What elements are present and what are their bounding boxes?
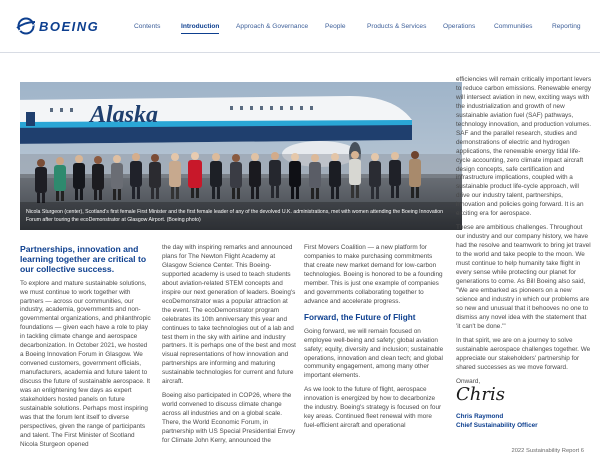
column-3 <box>304 244 444 436</box>
column-4 <box>456 76 592 431</box>
top-navigation <box>0 23 600 35</box>
column-1 <box>20 244 152 455</box>
column-2-paragraph-1: the day with inspiring remarks and announced plans for The Newton Flight Academy at Glasgow Science Center. This Boeing-supported academy is used to teach students about aviation-related STEM concepts and inspire our next generation of leaders. Boeing's ecoDemonstrator was a popular attraction at the event. The ecoDemonstrator program celebrates its 10th anniversary this year and continues to take technologies out of a lab and test them in the sky with airline and industry partners. It is perhaps one of the best and most visual representations of how innovation and partnerships are informing and maturing sustainable technologies for current and future aircraft. <box>162 244 296 386</box>
nav-introduction[interactable] <box>181 23 219 30</box>
photo-illustration <box>20 82 462 230</box>
signatory-title: Chief Sustainability Officer <box>456 422 538 430</box>
nav-introduction-label: Introduction <box>181 23 220 30</box>
nav-approach-governance[interactable]: Approach & Governance <box>236 23 309 30</box>
closing-text: Onward, <box>456 377 481 385</box>
column-4-paragraph-1: efficiencies will remain critically important levers to reduce carbon emissions. Renewable energy will intersect aviation in new, exciting ways with the industrialization and growth of new sustainable aviation fuel (SAF) pathways, technology innovation, and production volumes. SAF and the parallel research, studies and demonstrations of electric and hydrogen applications, the renewable energy tidal life-cycle accounting, zero climate impact aircraft design concepts, safe certification and infrastructure implications, coupled with a sustainable product life-cycle approach, will drive our industry talent, partnerships, innovation and policies going forward. It is an exciting era for aerospace. <box>456 76 592 218</box>
airline-livery-text: Alaska <box>90 102 159 128</box>
signatory-name: Chris Raymond <box>456 413 504 421</box>
nav-products-services[interactable]: Products & Services <box>367 23 427 30</box>
column-3-paragraph-3: As we look to the future of flight, aerospace innovation is energized by how to decarbonize the industry. Boeing's strategy is focused on four key areas. Continued fleet renewal with more fuel-efficient aircraft and operational <box>304 386 442 430</box>
column-3-paragraph-1: First Movers Coalition — a new platform for companies to make purchasing commitments that create new market demand for low-carbon technologies. Boeing is honored to be a founding member. This is just one example of companies and governments collaborating together to advance and accelerate progress. <box>304 244 443 305</box>
section-heading-future-of-flight: Forward, the Future of Flight <box>304 312 416 322</box>
column-4-paragraph-3: In that spirit, we are on a journey to solve sustainable aerospace challenges together. We appreciate our stakeholders' partnership for shared successes as we move forward. <box>456 336 591 371</box>
group-photo <box>20 82 462 230</box>
column-2 <box>162 244 296 451</box>
column-1-body: To explore and mature sustainable solutions, we must continue to work together with partners — across our communities, our industry, academia, governments and non-governmental organizations, and philanthropic foundations — given each have a role to play in tackling climate change and aerospace decarbonization. In October 2021, we hosted a Boeing Innovation Forum in Glasgow. We convened customers, government officials, manufacturers, academia and future talent to discuss the future of sustainable aerospace. It was an enlightening few days as expert stakeholders hosted panels on future sustainable solutions. Perhaps most inspiring was that the forum lent itself to diverse perspectives, given the range of participants and talent. The First Minister of Scotland Nicola Sturgeon opened <box>20 279 151 448</box>
photo-caption: Nicola Sturgeon (center), Scotland's first female First Minister and the first female leader of any of the devolved U.K. administrations, met with women attending the Boeing Innovation Forum after touring the ecoDemonstrator at Glasgow Airport. (Boeing photo) <box>26 209 444 223</box>
column-2-paragraph-2: Boeing also participated in COP26, where the world convened to discuss climate change across all industries and on a global scale. There, the World Economic Forum, in partnership with US Special Presidential Envoy for Climate John Kerry, announced the <box>162 392 296 445</box>
logo-wordmark: BOEING <box>39 18 100 34</box>
column-4-paragraph-2: These are ambitious challenges. Throughout our industry and our company history, we have had the resolve and teamwork to bring jet travel to the world and take people to the moon. We must continue to help humanity take flight in every sense while protecting our planet for generations to come. As Bill Boeing also said, "We are embarked as pioneers on a new science and industry in which our problems are so new and unusual that it behooves no one to dismiss any novel idea with the statement that 'it can't be done.'" <box>456 224 591 330</box>
nav-reporting[interactable]: Reporting <box>552 23 581 30</box>
active-tab-underline <box>181 33 219 34</box>
page-header <box>0 0 600 52</box>
nav-contents[interactable]: Contents <box>134 23 161 30</box>
nav-communities[interactable]: Communities <box>494 23 533 30</box>
nav-people[interactable]: People <box>325 23 346 30</box>
header-divider <box>0 52 600 53</box>
nav-operations[interactable]: Operations <box>443 23 476 30</box>
handwritten-signature: Chris <box>456 384 505 406</box>
column-3-paragraph-2: Going forward, we will remain focused on employee well-being and safety; global aviation safety; equity, diversity and inclusion; sustainable operations, innovation and clean tech; and global community engagement, among many other important elements. <box>304 327 444 380</box>
page-footer: 2022 Sustainability Report 6 <box>511 448 584 454</box>
section-heading-partnerships: Partnerships, innovation and learning together are critical to our collective success. <box>20 244 147 275</box>
